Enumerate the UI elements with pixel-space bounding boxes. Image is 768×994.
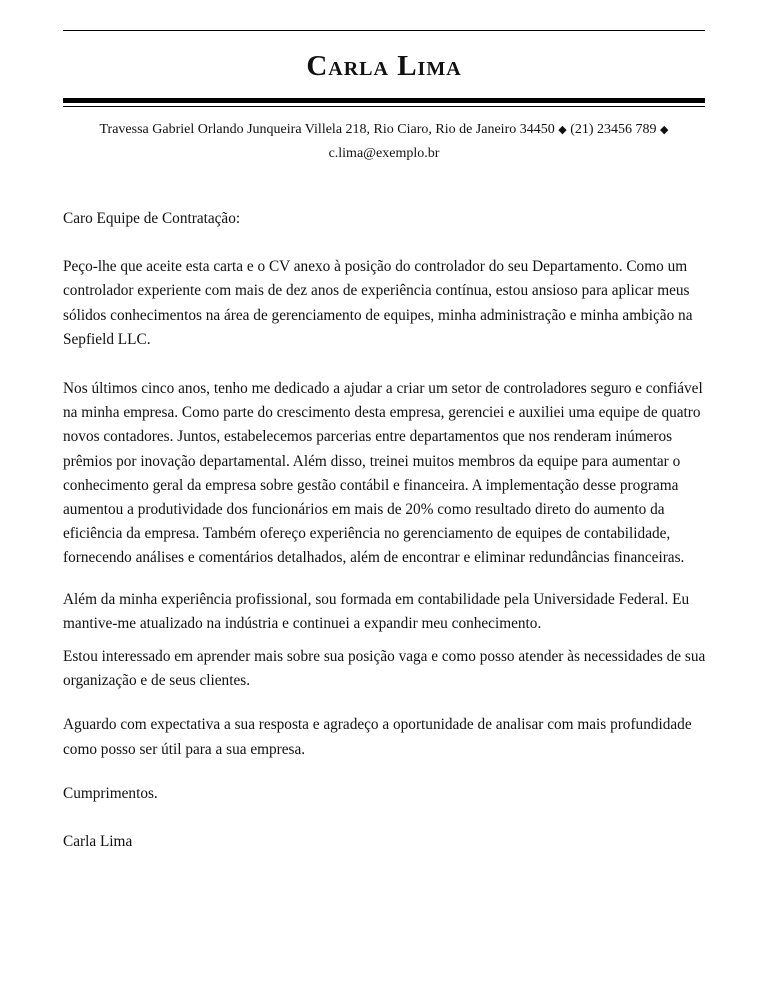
letter-body	[63, 207, 713, 854]
signature: Carla Lima	[63, 833, 133, 851]
closing: Cumprimentos.	[63, 784, 158, 802]
applicant-name: Carla Lima	[306, 50, 462, 82]
top-rule	[63, 30, 705, 31]
paragraph-intro: Peço-lhe que aceite esta carta e o CV anexo à posição do controlador do seu Departamento. Como um controlador experiente com mais de dez anos de experiência contínua, estou ansioso para aplicar meus sólidos conhecimentos na área de gerenciamento de equipes, minha administração e minha ambição na Sepfield LLC.	[63, 258, 693, 348]
paragraph-closing-remark: Aguardo com expectativa a sua resposta e agradeço a oportunidade de analisar com mais profundidade como posso ser útil para a sua empresa.	[63, 716, 692, 758]
header-rule-thin	[63, 106, 705, 107]
separator-diamond-icon: ◆	[558, 124, 567, 136]
contact-email: c.lima@exemplo.br	[328, 146, 440, 161]
contact-phone: (21) 23456 789	[570, 122, 657, 137]
paragraph-interest: Estou interessado em aprender mais sobre sua posição vaga e como posso atender às necessidades de sua organização e de seus clientes.	[63, 648, 706, 690]
salutation: Caro Equipe de Contratação:	[63, 210, 241, 227]
separator-diamond-icon: ◆	[660, 124, 669, 136]
contact-info	[80, 118, 688, 166]
paragraph-education: Além da minha experiência profissional, sou formada em contabilidade pela Universidade Federal. Eu mantive-me atualizado na indústria e continuei a expandir meu conhecimento.	[63, 590, 690, 632]
contact-address: Travessa Gabriel Orlando Junqueira Villela 218, Rio Ciaro, Rio de Janeiro 34450	[99, 122, 555, 137]
paragraph-experience: Nos últimos cinco anos, tenho me dedicado a ajudar a criar um setor de controladores seguro e confiável na minha empresa. Como parte do crescimento desta empresa, gerenciei e auxiliei uma equipe de quatro novos contadores. Juntos, estabelecemos parcerias entre departamentos que nos renderam inúmeros prêmios por inovação departamental. Além disso, treinei muitos membros da equipe para aumentar o conhecimento geral da empresa sobre gestão contábil e financeira. A implementação desse programa aumentou a produtividade dos funcionários em mais de 20% como resultado direto do aumento da eficiência da empresa. Também ofereço experiência no gerenciamento de equipes de contabilidade, fornecendo análises e comentários detalhados, além de encontrar e eliminar redundâncias financeiras.	[63, 380, 703, 567]
header-rule-thick	[63, 98, 705, 103]
